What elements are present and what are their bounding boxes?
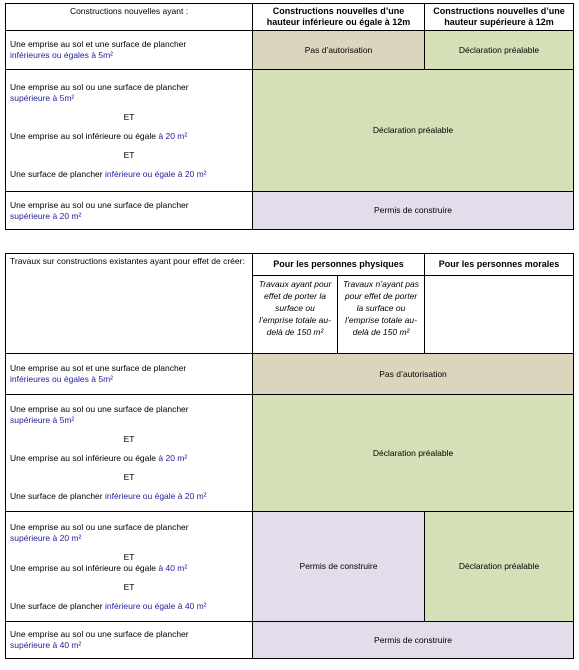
t1-row3-label: [6, 192, 253, 230]
t1-row1-label-b: inférieures ou égales à 5m²: [10, 50, 114, 60]
t1-row2-line2: supérieure à 5m²: [10, 92, 75, 103]
t2-row2-line3: [10, 453, 248, 464]
t2-row1-label-a: Une emprise au sol et une surface de plancher: [10, 363, 187, 373]
t2-row3-et2: ET: [123, 581, 135, 592]
t2-row1-cell: Pas d’autorisation: [253, 354, 574, 395]
t2-row3-line4a: Une surface de plancher: [10, 600, 105, 611]
t2-row2-line4: [10, 491, 248, 502]
t1-row2-et2: ET: [123, 149, 135, 160]
t2-row2-et1: ET: [123, 434, 135, 444]
t2-row3-line3b: à 40 m²: [158, 562, 188, 573]
t2-row2-line4b: inférieure ou égale à 20 m²: [104, 491, 207, 501]
table-existing-constructions: [5, 253, 574, 659]
t1-row2-line3b: à 20 m²: [158, 130, 188, 141]
t2-row4-label-b: supérieure à 40 m²: [10, 640, 82, 650]
t1-row3-cell: Permis de construire: [253, 192, 574, 230]
t2-row4-cell: Permis de construire: [253, 622, 574, 659]
t1-header-col2: Constructions nouvelles d’une hauteur supérieure à 12m: [425, 4, 574, 31]
t1-row2-line4b: inférieure ou égale à 20 m²: [104, 168, 207, 179]
t2-header-col0: Travaux sur constructions existantes ayant pour effet de créer:: [6, 254, 253, 354]
t1-row2-et1: ET: [123, 111, 135, 122]
table-new-constructions: [5, 3, 574, 230]
t2-row3-line3: [10, 563, 248, 574]
t1-header-col1: Constructions nouvelles d’une hauteur inférieure ou égale à 12m: [253, 4, 425, 31]
t2-sub-header-empty: [425, 276, 574, 354]
t1-header-col0: Constructions nouvelles ayant :: [6, 4, 253, 31]
t2-sub-header-2: Travaux n’ayant pas pour effet de porter la surface ou l’emprise totale au-delà de 150 m²: [338, 276, 425, 354]
t2-row3-line4b: inférieure ou égale à 40 m²: [104, 600, 207, 611]
t2-row3-et1: ET: [123, 551, 135, 562]
t2-sub-header-1: Travaux ayant pour effet de porter la surface ou l’emprise totale au-delà de 150 m²: [253, 276, 338, 354]
t2-row3-cell1: Permis de construire: [253, 512, 425, 622]
t1-row2-cell: Déclaration préalable: [253, 70, 574, 192]
t2-row2-line2: supérieure à 5m²: [10, 415, 75, 425]
t1-row2-line3a: Une emprise au sol inférieure ou égale: [10, 130, 159, 141]
t1-row1-cell2: Déclaration préalable: [425, 31, 574, 70]
t1-row3-label-a: Une emprise au sol ou une surface de plancher: [10, 199, 189, 210]
t1-row2-line1: Une emprise au sol ou une surface de plancher: [10, 81, 189, 92]
t1-row1-label: [6, 31, 253, 70]
t2-row3-line2: supérieure à 20 m²: [10, 532, 82, 543]
t2-row1-label-b: inférieures ou égales à 5m²: [10, 374, 114, 384]
t2-row2-line4a: Une surface de plancher: [10, 491, 105, 501]
t2-row2-line1: Une emprise au sol ou une surface de plancher: [10, 404, 189, 414]
t2-row3-label: [6, 512, 253, 622]
t2-row3-line1: Une emprise au sol ou une surface de plancher: [10, 521, 189, 532]
t1-row3-label-b: supérieure à 20 m²: [10, 210, 82, 221]
t2-header-col2: Pour les personnes morales: [425, 254, 574, 276]
t1-row1-cell1: Pas d’autorisation: [253, 31, 425, 70]
t2-row2-line3b: à 20 m²: [158, 453, 188, 463]
t2-row3-line3a: Une emprise au sol inférieure ou égale: [10, 562, 159, 573]
t1-row1-label-a: Une emprise au sol et une surface de plancher: [10, 39, 187, 49]
t2-header-col1: Pour les personnes physiques: [253, 254, 425, 276]
t2-row2-cell: Déclaration préalable: [253, 395, 574, 512]
t2-row2-line3a: Une emprise au sol inférieure ou égale: [10, 453, 159, 463]
t2-row1-label: [6, 354, 253, 395]
t2-row2-et2: ET: [123, 472, 135, 482]
t2-row3-line4: [10, 601, 248, 612]
t2-row3-cell2: Déclaration préalable: [425, 512, 574, 622]
t2-row2-label: [6, 395, 253, 512]
t1-row2-line4: [10, 169, 248, 180]
t2-row4-label: [6, 622, 253, 659]
t2-row4-label-a: Une emprise au sol ou une surface de plancher: [10, 629, 189, 639]
t1-row2-line3: [10, 131, 248, 142]
t1-row2-label: [6, 70, 253, 192]
t1-row2-line4a: Une surface de plancher: [10, 168, 105, 179]
